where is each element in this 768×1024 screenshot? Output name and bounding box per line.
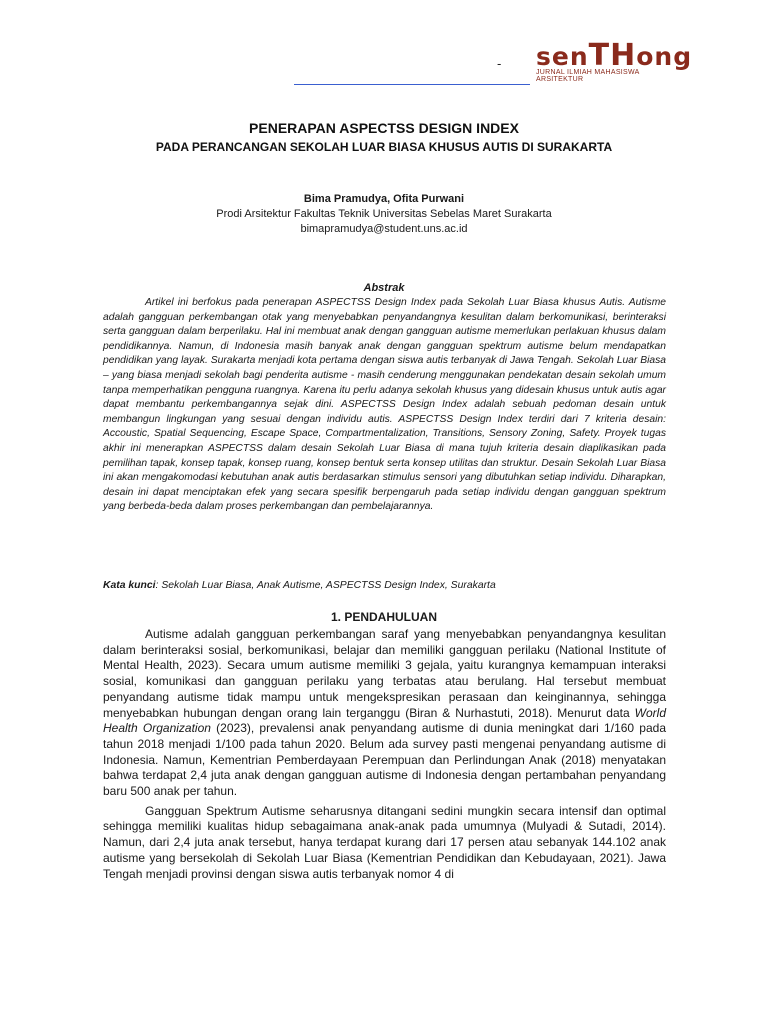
logo-tagline: JURNAL ILMIAH MAHASISWA ARSITEKTUR (536, 69, 640, 83)
paper-title: PENERAPAN ASPECTSS DESIGN INDEX (249, 120, 519, 136)
section-heading: 1. PENDAHULUAN (330, 610, 437, 624)
keywords-text: : Sekolah Luar Biasa, Anak Autisme, ASPECTSS Design Index, Surakarta (155, 580, 496, 591)
paragraph-1-part-b: (2023), prevalensi anak penyandang autisme di dunia meningkat dari 1/160 pada tahun 2018 menjadi 1/100 pada tahun 2020. Belum ada survey pasti mengenai penyandang autisme di Indonesia. Namun, Kementrian Pemberdayaan Perempuan dan Perlindungan Anak (2018) menyatakan bahwa terdapat 2,4 juta anak dengan gangguan autisme di Indonesia dengan pertambahan penyandang baru 500 anak per tahun. (103, 721, 667, 799)
senthong-logo (536, 38, 693, 83)
abstract-body (103, 296, 666, 515)
logo-big: TH (588, 38, 637, 73)
keywords (103, 580, 666, 591)
abstract-heading: Abstrak (363, 282, 405, 294)
paragraph-1 (103, 627, 666, 800)
header-rule (294, 84, 530, 85)
author-block (0, 192, 768, 237)
logo-prefix: sen (536, 42, 589, 71)
section-body (103, 627, 666, 886)
paragraph-1-italic: World Health Organization (103, 705, 666, 736)
author-names: Bima Pramudya, Ofita Purwani (303, 193, 465, 205)
keywords-label: Kata kunci (103, 580, 156, 591)
logo-wordmark (536, 38, 693, 73)
paragraph-2: Gangguan Spektrum Autisme seharusnya ditangani sedini mungkin secara intensif dan optimal sehingga memiliki kualitas hidup sebagaimana anak-anak pada umumnya (Mulyadi & Sutadi, 2014). Namun, dari 2,4 juta anak tersebut, hanya terdapat kurang dari 17 persen atau sebanyak 144.102 anak autisme yang bersekolah di Sekolah Luar Biasa (Kementrian Pendidikan dan Kebudayaan, 2021). Jawa Tengah menjadi provinsi dengan siswa autis terbanyak nomor 4 di (103, 803, 666, 881)
author-email: bimapramudya@student.uns.ac.id (300, 223, 468, 235)
logo-suffix: ong (636, 42, 693, 71)
header-dash: - (497, 56, 502, 71)
paper-subtitle: PADA PERANCANGAN SEKOLAH LUAR BIASA KHUSUS AUTIS DI SURAKARTA (155, 140, 613, 154)
abstract-text: Artikel ini berfokus pada penerapan ASPECTSS Design Index pada Sekolah Luar Biasa khusus Autis. Autisme adalah gangguan perkembangan otak yang menyebabkan penyandangnya kesulitan dalam berkomunikasi, berinteraksi serta gangguan dalam berperilaku. Hal ini membuat anak dengan gangguan autisme memerlukan perlakuan khusus dalam pendidikannya. Namun, di Indonesia masih banyak anak dengan gangguan spektrum autisme belum mendapatkan pendidikan yang layak. Surakarta menjadi kota pertama dengan siswa autis terbanyak di Jawa Tengah. Sekolah Luar Biasa – yang biasa menjadi sekolah bagi penderita autisme - masih cenderung menggunakan pendekatan desain sekolah umum tanpa memperhatikan pengguna ruangnya. Karena itu perlu adanya sekolah khusus yang didesain khusus untuk autis agar dapat membantu perkembangannya sejak dini. ASPECTSS Design Index adalah sebuah pedoman desain untuk membangun lingkungan yang sesuai dengan individu autis. ASPECTSS Design Index terdiri dari 7 kriteria desain: Accoustic, Spatial Sequencing, Escape Space, Compartmentalization, Transitions, Sensory Zoning, Safety. Proyek tugas akhir ini menerapkan ASPECTSS dalam desain Sekolah Luar Biasa di mana tujuh kriteria desain diaplikasikan pada pemilihan tapak, konsep tapak, konsep ruang, konsep bentuk serta konsep utilitas dan struktur. Desain Sekolah Luar Biasa ini akan mengakomodasi kebutuhan anak autis berdasarkan stimulus sensori yang dibutuhkan setiap individu. Diharapkan, desain ini dapat menciptakan efek yang secara spesifik berpengaruh pada setiap individu dengan gangguan spektrum yang berbeda-beda dalam proses perkembangan dan pembelajarannya. (103, 297, 666, 513)
paragraph-1-part-a: Autisme adalah gangguan perkembangan saraf yang menyebabkan penyandangnya kesulitan dalam berinteraksi sosial, berkomunikasi, belajar dan memiliki gangguan perilaku (National Institute of Mental Health, 2023). Secara umum autisme memiliki 3 gejala, yaitu kurangnya kemampuan interaksi sosial, komunikasi dan gangguan perilaku yang terbatas atau berulang. Hal tersebut membuat penyandang autisme tidak mampu untuk mengekspresikan perasaan dan keinginannya, sehingga menyebabkan hubungan dengan orang lain terganggu (Biran & Nurhastuti, 2018). Menurut data (103, 627, 666, 720)
author-affiliation: Prodi Arsitektur Fakultas Teknik Universitas Sebelas Maret Surakarta (216, 208, 552, 220)
